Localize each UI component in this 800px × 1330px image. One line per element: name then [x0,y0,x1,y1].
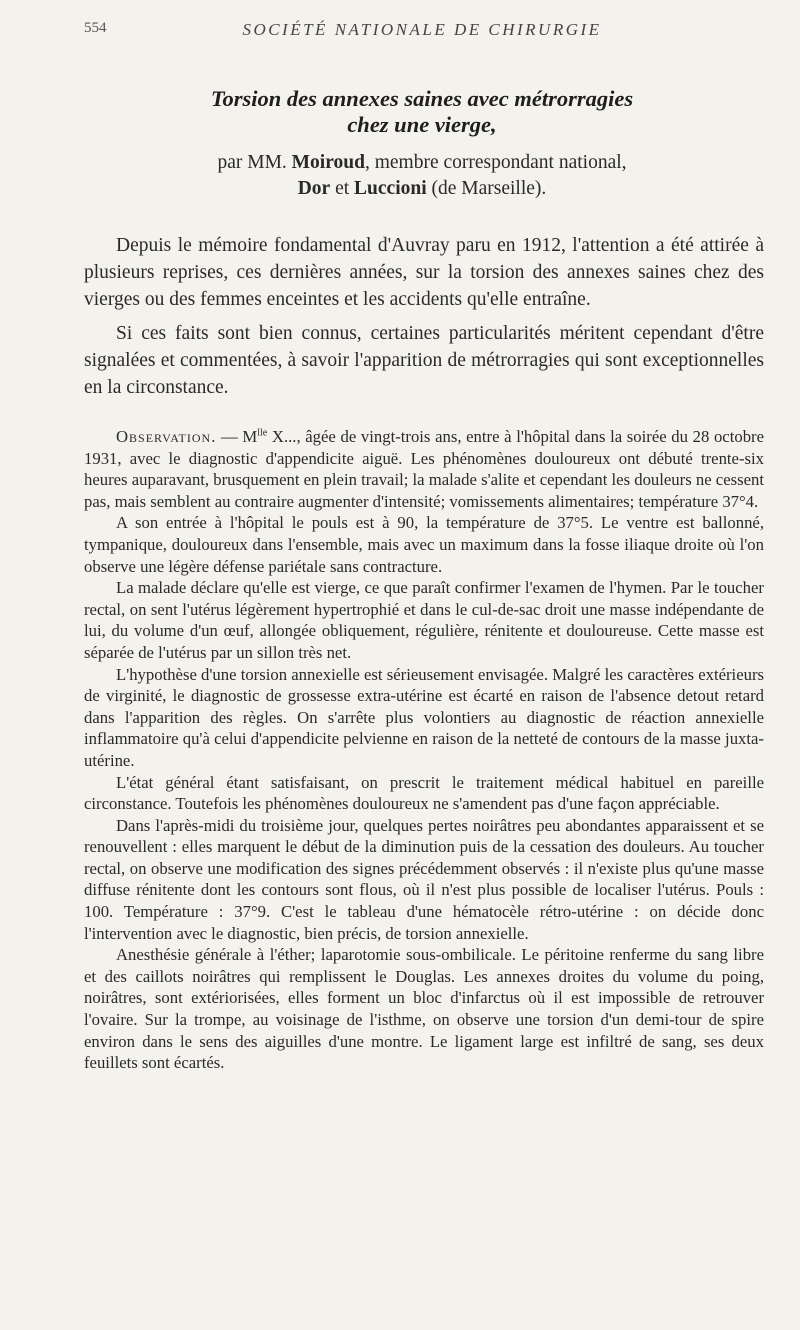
case-paragraph-1 [84,426,764,512]
case-paragraph-1-text: X..., âgée de vingt-trois ans, entre à l'hôpital dans la soirée du 28 octobre 1931, avec le diagnostic d'appendicite aiguë. Les phénomènes douloureux ont débuté trente-six heures auparavant, brusquement en plein travail; la malade s'alite et cependant les douleurs ne cessent pas, mais semblent au contraire augmenter d'intensité; vomissements alimentaires; température 37°4. [84,427,765,511]
author-dor: Dor [297,178,331,199]
introduction [84,232,764,401]
case-paragraph-2: A son entrée à l'hôpital le pouls est à 90, la température de 37°5. Le ventre est ballonné, tympanique, douloureux dans l'ensemble, mais avec un maximum dans la fosse iliaque droite où l'on observe une légère défense pariétale sans contracture. [84,513,764,576]
case-paragraph-4: L'hypothèse d'une torsion annexielle est sérieusement envisagée. Malgré les caractères extérieurs de virginité, le diagnostic de grossesse extra-utérine est écarté en raison de l'absence detout retard dans l'apparition des règles. On s'arrête plus volontiers au diagnostic de réaction annexielle inflammatoire qu'à celui d'appendicite pelvienne en raison de la netteté de contours de la masse juxta-utérine. [84,664,764,770]
author-byline [84,150,760,202]
author-line-2 [84,176,760,202]
case-paragraph-6: Dans l'après-midi du troisième jour, quelques pertes noirâtres peu abondantes apparaissent et se renouvellent : elles marquent le début de la diminution puis de la cessation des douleurs. Au toucher rectal, on observe une modification des signes précédemment observés : il n'existe plus qu'une masse diffuse rénitente dont les contours sont flous, où il n'est plus possible de localiser l'utérus. Pouls : 100. Température : 37°9. C'est le tableau d'une hématocèle rétro-utérine : on décide donc l'intervention avec le diagnostic, bien précis, de torsion annexielle. [84,815,764,943]
intro-paragraph-1: Depuis le mémoire fondamental d'Auvray paru en 1912, l'attention a été attirée à plusieurs reprises, ces dernières années, sur la torsion des annexes saines chez des vierges ou des femmes enceintes et les accidents qu'elle entraîne. [84,235,764,310]
article-title-line-2: chez une vierge, [347,112,497,137]
intro-paragraph-2: Si ces faits sont bien connus, certaines particularités méritent cependant d'être signalées et commentées, à savoir l'apparition de métrorragies qui sont exceptionnelles en la circonstance. [84,323,764,398]
author-moiroud: Moiroud [291,152,365,173]
running-header [84,20,760,44]
observation-label: Observation. [116,427,217,446]
case-paragraph-5: L'état général étant satisfaisant, on prescrit le traitement médical habituel en pareille circonstance. Toutefois les phénomènes douloureux ne s'amendent pas d'une façon appréciable. [84,772,764,814]
article-title-line-1: Torsion des annexes saines avec métrorragies [210,86,634,111]
author-luccioni: Luccioni [354,178,427,199]
author-role: , membre correspondant national, [364,152,627,173]
page-number: 554 [84,20,107,36]
observation-dash: — M [216,427,258,446]
authors-and: et [330,178,355,199]
journal-title: SOCIÉTÉ NATIONALE DE CHIRURGIE [242,20,602,39]
article-title [84,86,760,138]
author-line-1 [84,150,760,176]
authors-place: (de Marseille). [426,178,547,199]
case-paragraph-3: La malade déclare qu'elle est vierge, ce que paraît confirmer l'examen de l'hymen. Par le toucher rectal, on sent l'utérus légèrement hypertrophié et dans le cul-de-sac droit une masse indépendante de lui, du volume d'un œuf, allongée obliquement, régulière, rénitente et douloureuse. Cette masse est séparée de l'utérus par un sillon très net. [84,578,764,662]
mlle-superscript: lle [257,427,268,439]
authors-prefix: par MM. [217,152,287,173]
case-paragraph-7: Anesthésie générale à l'éther; laparotomie sous-ombilicale. Le péritoine renferme du sang libre et des caillots noirâtres qui remplissent le Douglas. Les annexes droites du volume du poing, noirâtres, sont extériorisées, elles forment un bloc d'infarctus où il est impossible de retrouver l'ovaire. Sur la trompe, au voisinage de l'isthme, on observe une torsion d'un demi-tour de spire environ dans le sens des aiguilles d'une montre. Le ligament large est infiltré de sang, ses deux feuillets sont écartés. [84,945,764,1073]
case-report [84,426,764,1074]
